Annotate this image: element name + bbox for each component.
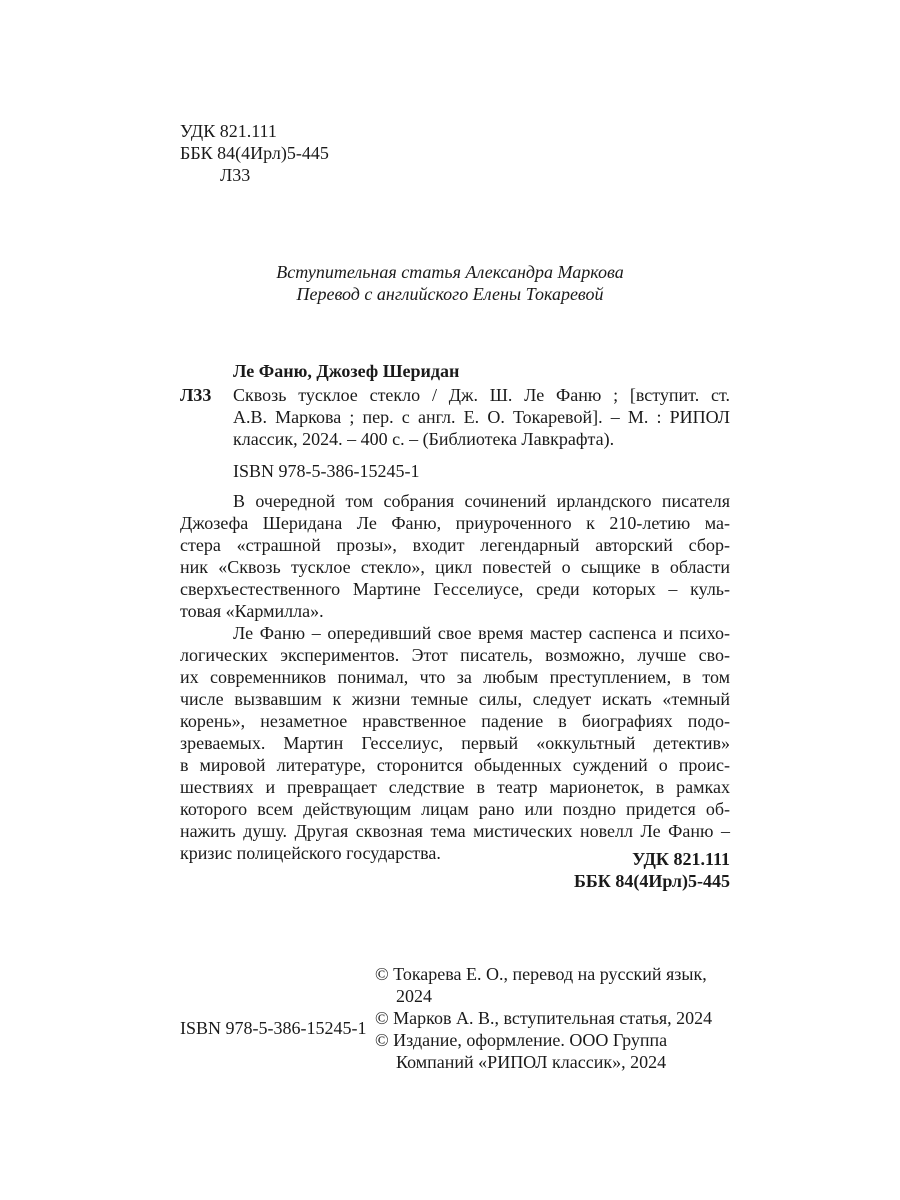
annotation-line: нажить душу. Другая сквозная тема мистических новелл Ле Фаню – <box>180 821 730 841</box>
annotation-line: ник «Сквозь тусклое стекло», цикл повестей о сыщике в области <box>180 557 730 577</box>
annotation-line: логических экспериментов. Этот писатель, возможно, лучше сво- <box>180 645 730 665</box>
translation-credit: Перевод с английского Елены Токаревой <box>296 284 604 304</box>
footer-isbn: ISBN 978-5-386-15245-1 <box>180 1018 367 1038</box>
copyright-line: 2024 <box>396 986 432 1006</box>
bbk-code: ББК 84(4Ирл)5-445 <box>180 143 329 163</box>
annotation-line: стера «страшной прозы», входит легендарный авторский сбор- <box>180 535 730 555</box>
bib-line: А.В. Маркова ; пер. с англ. Е. О. Токаревой]. – М. : РИПОЛ <box>233 407 730 427</box>
copyright-block <box>375 963 712 1073</box>
classification-codes-right <box>574 848 730 892</box>
copyright-line: © Марков А. В., вступительная статья, 2024 <box>375 1008 713 1028</box>
annotation-line: которого всем действующим лицам рано или поздно придется об- <box>180 799 730 819</box>
catalog-number: Л33 <box>180 385 212 405</box>
annotation-line: числе вызвавшим к жизни темные силы, следует искать «темный <box>180 689 730 709</box>
bibliographic-description <box>233 384 730 450</box>
annotation-line: корень», незаметное нравственное падение в биографиях подо- <box>180 711 730 731</box>
annotation-line: сверхъестественного Мартине Гесселиусе, среди которых – куль- <box>180 579 730 599</box>
annotation-line: В очередной том собрания сочинений ирландского писателя <box>233 491 730 511</box>
credits <box>180 261 720 305</box>
copyright-line: © Токарева Е. О., перевод на русский язык, <box>375 964 707 984</box>
annotation-line: зреваемых. Мартин Гесселиус, первый «оккультный детектив» <box>180 733 730 753</box>
copyright-line: Компаний «РИПОЛ классик», 2024 <box>396 1052 667 1072</box>
udk-code-right: УДК 821.111 <box>632 849 730 869</box>
classification-codes <box>180 120 329 186</box>
udk-code: УДК 821.111 <box>180 121 277 141</box>
annotation-line: товая «Кармилла». <box>180 601 324 621</box>
bib-line: классик, 2024. – 400 с. – (Библиотека Лавкрафта). <box>233 429 615 449</box>
bib-line: Сквозь тусклое стекло / Дж. Ш. Ле Фаню ; [вступит. ст. <box>233 385 730 405</box>
bbk-code-right: ББК 84(4Ирл)5-445 <box>574 871 730 891</box>
annotation-line: в мировой литературе, сторонится обыденных суждений о проис- <box>180 755 730 775</box>
annotation-line: их современников понимал, что за любым преступлением, в том <box>180 667 730 687</box>
annotation-line: Ле Фаню – опередивший свое время мастер саспенса и психо- <box>233 623 730 643</box>
copyright-line: © Издание, оформление. ООО Группа <box>375 1030 668 1050</box>
annotation-line: шествиях и превращает следствие в театр марионеток, в рамках <box>180 777 730 797</box>
annotation-line: Джозефа Шеридана Ле Фаню, приуроченного к 210-летию ма- <box>180 513 730 533</box>
entry-isbn: ISBN 978-5-386-15245-1 <box>233 461 420 481</box>
entry-author: Ле Фаню, Джозеф Шеридан <box>233 361 460 381</box>
annotation <box>180 490 730 864</box>
author-mark: Л33 <box>220 165 251 185</box>
intro-credit: Вступительная статья Александра Маркова <box>276 262 624 282</box>
annotation-line: кризис полицейского государства. <box>180 843 441 863</box>
